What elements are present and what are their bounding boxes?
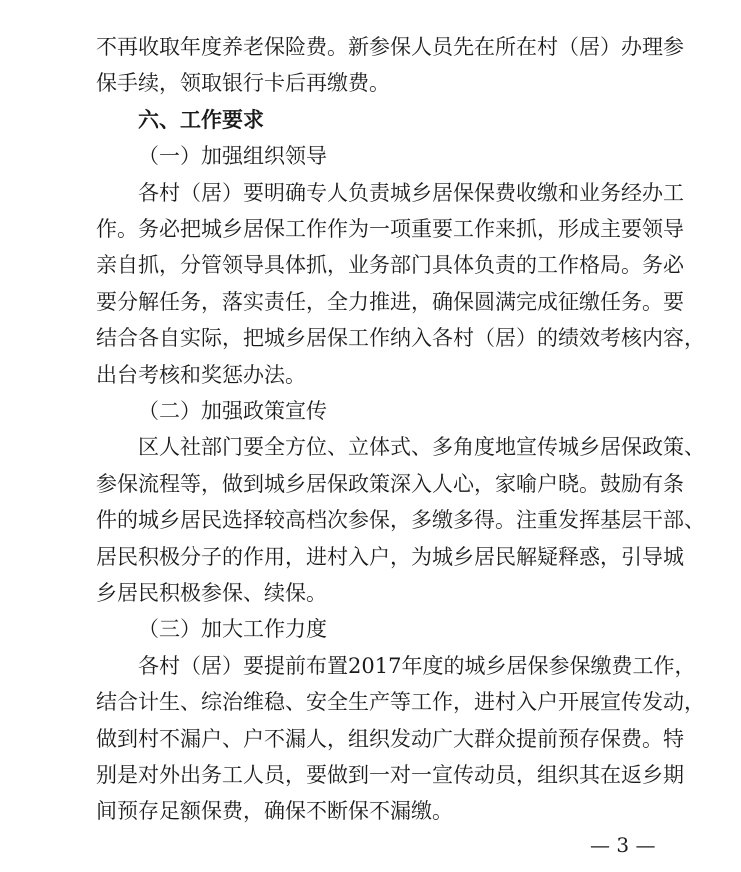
body-text-line: 结合各自实际，把城乡居保工作纳入各村（居）的绩效考核内容， — [96, 326, 705, 350]
body-text-line: 件的城乡居民选择较高档次参保，多缴多得。注重发挥基层干部、 — [96, 508, 705, 532]
section-heading: 六、工作要求 — [138, 108, 264, 132]
body-text-line: 要分解任务，落实责任，全力推进，确保圆满完成征缴任务。要 — [96, 290, 684, 314]
body-text-line: 区人社部门要全方位、立体式、多角度地宣传城乡居保政策、 — [138, 435, 705, 459]
body-text-line: 出台考核和奖惩办法。 — [96, 363, 306, 387]
body-text-line: 作。务必把城乡居保工作作为一项重要工作来抓，形成主要领导 — [96, 217, 684, 241]
body-text-line: 保手续，领取银行卡后再缴费。 — [96, 71, 390, 95]
body-text-line: 亲自抓，分管领导具体抓，业务部门具体负责的工作格局。务必 — [96, 253, 684, 277]
body-text-line: 各村（居）要明确专人负责城乡居保保费收缴和业务经办工 — [138, 181, 684, 205]
body-text-line: 别是对外出务工人员，要做到一对一宣传动员，组织其在返乡期 — [96, 763, 684, 787]
body-text-line: 居民积极分子的作用，进村入户，为城乡居民解疑释惑，引导城 — [96, 545, 684, 569]
body-text-line: 结合计生、综治维稳、安全生产等工作，进村入户开展宣传发动， — [96, 690, 705, 714]
body-text-line: 不再收取年度养老保险费。新参保人员先在所在村（居）办理参 — [96, 35, 684, 59]
body-text-line: 参保流程等，做到城乡居保政策深入人心，家喻户晓。鼓励有条 — [96, 472, 684, 496]
subsection-heading: （三）加大工作力度 — [138, 617, 327, 641]
body-text-line: 间预存足额保费，确保不断保不漏缴。 — [96, 799, 453, 823]
subsection-heading: （一）加强组织领导 — [138, 144, 327, 168]
body-text-line: 乡居民积极参保、续保。 — [96, 581, 327, 605]
subsection-heading: （二）加强政策宣传 — [138, 399, 327, 423]
page-number: — 3 — — [590, 833, 656, 857]
body-text-line: 各村（居）要提前布置2017年度的城乡居保参保缴费工作， — [138, 654, 696, 678]
body-text-line: 做到村不漏户、户不漏人，组织发动广大群众提前预存保费。特 — [96, 727, 684, 751]
